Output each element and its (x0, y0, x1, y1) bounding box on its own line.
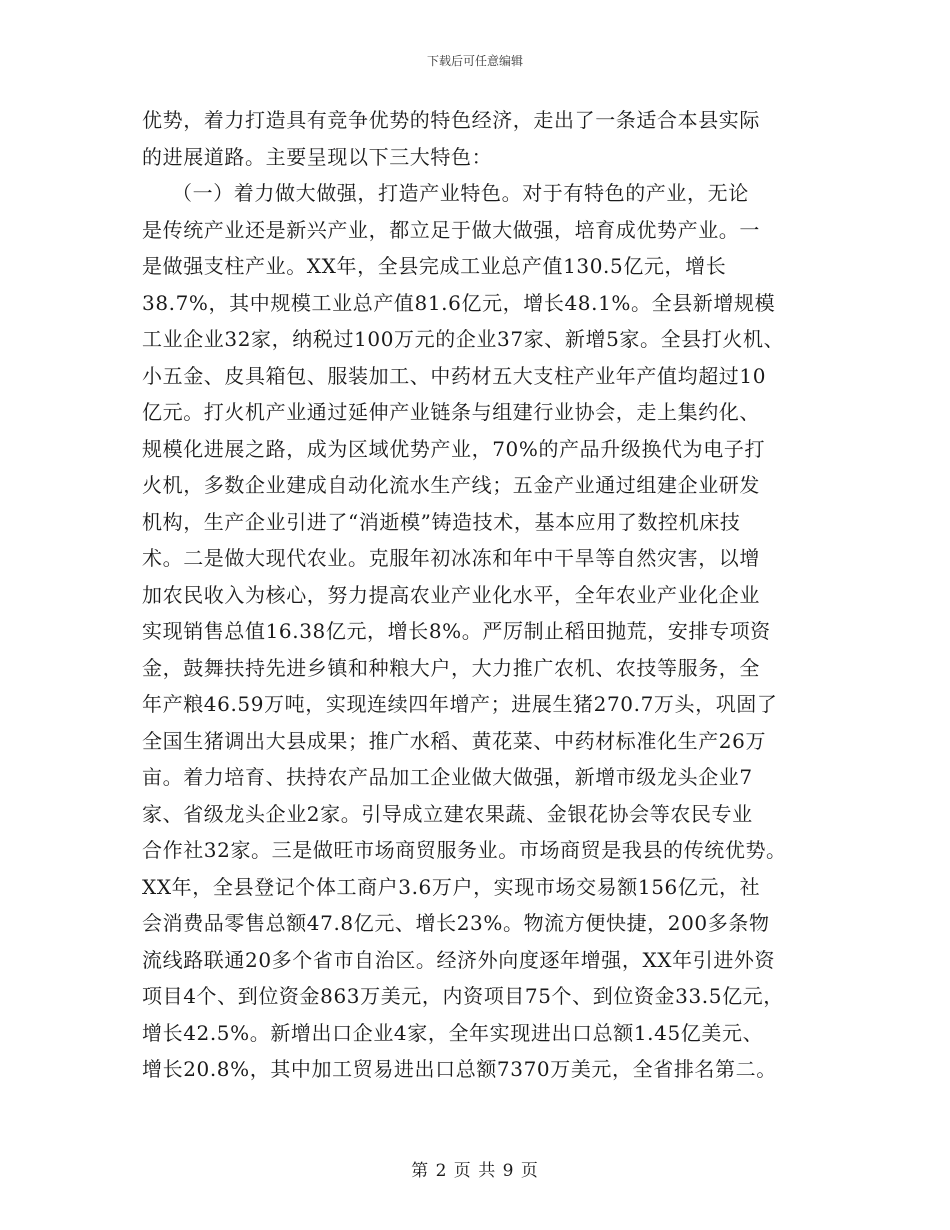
text-line: XX年，全县登记个体工商户3.6万户，实现市场交易额156亿元，社 (142, 874, 761, 899)
text-line: 术。二是做大现代农业。克服年初冰冻和年中干旱等自然灾害，以增 (142, 546, 760, 570)
text-line: 亿元。打火机产业通过延伸产业链条与组建行业协会，走上集约化、 (142, 400, 760, 424)
text-line: 家、省级龙头企业2家。引导成立建农果蔬、金银花协会等农民专业 (142, 801, 753, 826)
text-line: 加农民收入为核心，努力提高农业产业化水平，全年农业产业化企业 (142, 582, 760, 607)
text-line: 的进展道路。主要呈现以下三大特色： (142, 144, 493, 169)
text-line: 火机，多数企业建成自动化流水生产线；五金产业通过组建企业研发 (142, 473, 760, 497)
page-number-footer: 第 2 页 共 9 页 (411, 1161, 539, 1181)
document-body (142, 102, 822, 1088)
text-line: 38.7%，其中规模工业总产值81.6亿元，增长48.1%。全县新增规模 (142, 290, 776, 315)
text-line: 小五金、皮具箱包、服装加工、中药材五大支柱产业年产值均超过10 (142, 363, 767, 388)
text-line: 年产粮46.59万吨，实现连续四年增产；进展生猪270.7万头，巩固了 (142, 692, 778, 716)
section-heading-line: （一）着力做大做强，打造产业特色。对于有特色的产业，无论 (172, 181, 749, 205)
text-line: 是传统产业还是新兴产业，都立足于做大做强，培育成优势产业。一 (142, 217, 760, 242)
page-header-note: 下载后可任意编辑 (426, 54, 523, 68)
text-line: 工业企业32家，纳税过100万元的企业37家、新增5家。全县打火机、 (142, 327, 785, 351)
text-line: 是做强支柱产业。XX年，全县完成工业总产值130.5亿元，增长 (142, 254, 727, 278)
text-line: 优势，着力打造具有竞争优势的特色经济，走出了一条适合本县实际 (142, 108, 760, 132)
text-line: 增长20.8%，其中加工贸易进出口总额7370万美元，全省排名第二。 (142, 1057, 777, 1081)
text-line: 流线路联通20多个省市自治区。经济外向度逐年增强，XX年引进外资 (142, 947, 776, 972)
text-line: 规模化进展之路，成为区域优势产业，70%的产品升级换代为电子打 (142, 436, 766, 461)
text-line: 机构，生产企业引进了“消逝模”铸造技术，基本应用了数控机床技 (142, 509, 741, 534)
text-line: 增长42.5%。新增出口企业4家，全年实现进出口总额1.45亿美元、 (142, 1020, 764, 1045)
text-line: 项目4个、到位资金863万美元，内资项目75个、到位资金33.5亿元， (142, 984, 784, 1008)
text-line: 金，鼓舞扶持先进乡镇和种粮大户，大力推广农机、农技等服务，全 (142, 655, 760, 680)
text-line: 全国生猪调出大县成果；推广水稻、黄花菜、中药材标准化生产26万 (142, 728, 767, 753)
text-line: 会消费品零售总额47.8亿元、增长23%。物流方便快捷，200多条物 (142, 911, 770, 935)
text-line: 实现销售总值16.38亿元，增长8%。严厉制止稻田抛荒，安排专项资 (142, 619, 771, 643)
text-line: 合作社32家。三是做旺市场商贸服务业。市场商贸是我县的传统优势。 (142, 838, 787, 862)
text-line: 亩。着力培育、扶持农产品加工企业做大做强，新增市级龙头企业7 (142, 765, 753, 789)
